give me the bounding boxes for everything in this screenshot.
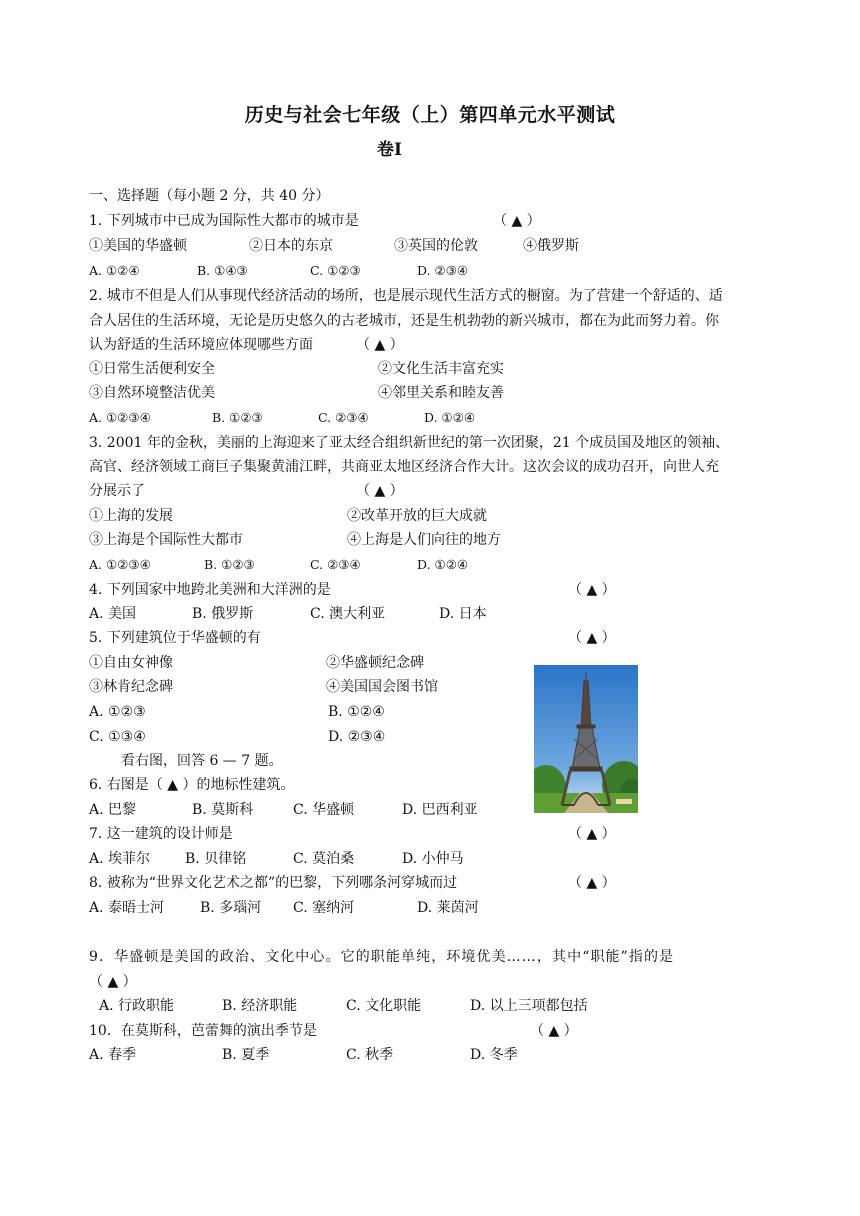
q3-choice-a: A. ①②③④ bbox=[89, 557, 151, 572]
q5-choice-b: B. ①②④ bbox=[328, 704, 385, 720]
q5-choice-d: D. ②③④ bbox=[328, 729, 386, 745]
q3-choice-b: B. ①②③ bbox=[204, 557, 255, 572]
q10-choice-d: D. 冬季 bbox=[470, 1047, 518, 1063]
q9-choice-d: D. 以上三项都包括 bbox=[470, 998, 588, 1014]
q10-choice-a: A. 春季 bbox=[89, 1047, 137, 1063]
q8-choice-d: D. 莱茵河 bbox=[417, 900, 479, 916]
question-3-stem-line-3: 分展示了 bbox=[89, 483, 145, 499]
answer-mark-q2: （ ▲ ） bbox=[356, 337, 404, 353]
answer-mark-q4: （ ▲ ） bbox=[568, 582, 616, 598]
answer-mark-q1: （ ▲ ） bbox=[493, 213, 541, 229]
q1-choice-b: B. ①④③ bbox=[197, 263, 248, 278]
q3-choice-d: D. ①②④ bbox=[417, 557, 469, 572]
question-9-stem: 9．华盛顿是美国的政治、文化中心。它的职能单纯，环境优美……，其中“职能”指的是 bbox=[89, 949, 675, 965]
question-10-stem: 10．在莫斯科，芭蕾舞的演出季节是 bbox=[89, 1023, 317, 1039]
page-title: 历史与社会七年级（上）第四单元水平测试 bbox=[244, 104, 616, 126]
q3-choice-c: C. ②③④ bbox=[310, 557, 361, 572]
q2-option-3: ③自然环境整洁优美 bbox=[89, 385, 215, 401]
q6-choice-a: A. 巴黎 bbox=[89, 802, 137, 818]
q7-choice-d: D. 小仲马 bbox=[402, 851, 464, 867]
q10-choice-b: B. 夏季 bbox=[222, 1047, 270, 1063]
q9-choice-a: A. 行政职能 bbox=[99, 998, 175, 1014]
q4-choice-a: A. 美国 bbox=[89, 606, 137, 622]
q7-choice-a: A. 埃菲尔 bbox=[89, 851, 151, 867]
q6-choice-c: C. 华盛顿 bbox=[293, 802, 355, 818]
answer-mark-q9: （ ▲ ） bbox=[89, 974, 137, 990]
answer-mark-q5: （ ▲ ） bbox=[568, 630, 616, 646]
q8-choice-b: B. 多瑙河 bbox=[200, 900, 262, 916]
q7-choice-c: C. 莫泊桑 bbox=[293, 851, 355, 867]
q6-choice-d: D. 巴西利亚 bbox=[402, 802, 478, 818]
q2-option-2: ②文化生活丰富充实 bbox=[378, 361, 504, 377]
q8-choice-c: C. 塞纳河 bbox=[293, 900, 355, 916]
q2-choice-d: D. ①②④ bbox=[424, 410, 476, 425]
q9-choice-c: C. 文化职能 bbox=[346, 998, 422, 1014]
q5-option-2: ②华盛顿纪念碑 bbox=[326, 655, 424, 671]
q5-option-4: ④美国国会图书馆 bbox=[326, 679, 438, 695]
question-6-stem: 6. 右图是（ ▲ ）的地标性建筑。 bbox=[89, 777, 295, 793]
question-5-stem: 5. 下列建筑位于华盛顿的有 bbox=[89, 630, 261, 646]
question-4-stem: 4. 下列国家中地跨北美洲和大洋洲的是 bbox=[89, 582, 331, 598]
q5-option-3: ③林肯纪念碑 bbox=[89, 679, 173, 695]
q5-option-1: ①自由女神像 bbox=[89, 655, 173, 671]
q1-choice-c: C. ①②③ bbox=[310, 263, 361, 278]
q4-choice-b: B. 俄罗斯 bbox=[192, 606, 254, 622]
q9-choice-b: B. 经济职能 bbox=[222, 998, 298, 1014]
q5-choice-a: A. ①②③ bbox=[89, 704, 146, 720]
q2-option-4: ④邻里关系和睦友善 bbox=[378, 385, 504, 401]
question-2-stem-line-3: 认为舒适的生活环境应体现哪些方面 bbox=[89, 337, 313, 353]
question-1-stem: 1. 下列城市中已成为国际性大都市的城市是 bbox=[89, 213, 359, 229]
q6-choice-b: B. 莫斯科 bbox=[192, 802, 254, 818]
answer-mark-q7: （ ▲ ） bbox=[568, 826, 616, 842]
answer-mark-q8: （ ▲ ） bbox=[568, 875, 616, 891]
q4-choice-c: C. 澳大利亚 bbox=[310, 606, 386, 622]
q2-choice-b: B. ①②③ bbox=[212, 410, 263, 425]
q1-option-3: ③英国的伦敦 bbox=[394, 238, 478, 254]
q3-option-2: ②改革开放的巨大成就 bbox=[347, 508, 487, 524]
question-8-stem: 8. 被称为“世界文化艺术之都”的巴黎，下列哪条河穿城而过 bbox=[89, 875, 458, 891]
q7-choice-b: B. 贝律铭 bbox=[185, 851, 247, 867]
q1-option-1: ①美国的华盛顿 bbox=[89, 238, 187, 254]
question-3-stem-line-2: 高官、经济领域工商巨子集聚黄浦江畔，共商亚太地区经济合作大计。这次会议的成功召开，向世人充 bbox=[89, 459, 719, 475]
q5-choice-c: C. ①③④ bbox=[89, 729, 146, 745]
q3-option-1: ①上海的发展 bbox=[89, 508, 173, 524]
q3-option-3: ③上海是个国际性大都市 bbox=[89, 532, 243, 548]
q1-choice-d: D. ②③④ bbox=[417, 263, 469, 278]
section-heading: 一、选择题（每小题 2 分，共 40 分） bbox=[89, 188, 330, 204]
answer-mark-q10: （ ▲ ） bbox=[530, 1023, 578, 1039]
q2-option-1: ①日常生活便利安全 bbox=[89, 361, 215, 377]
q10-choice-c: C. 秋季 bbox=[346, 1047, 394, 1063]
q2-choice-c: C. ②③④ bbox=[318, 410, 369, 425]
q3-option-4: ④上海是人们向往的地方 bbox=[347, 532, 501, 548]
volume-label: 卷Ⅰ bbox=[377, 140, 402, 160]
answer-mark-q3: （ ▲ ） bbox=[356, 483, 404, 499]
q4-choice-d: D. 日本 bbox=[439, 606, 487, 622]
question-3-stem-line-1: 3. 2001 年的金秋，美丽的上海迎来了亚太经合组织新世纪的第一次团聚，21 个成员国及地区的领袖、 bbox=[89, 435, 730, 451]
q1-option-2: ②日本的东京 bbox=[249, 238, 333, 254]
eiffel-tower-photo bbox=[534, 665, 638, 813]
figure-instruction: 看右图，回答 6 — 7 题。 bbox=[121, 753, 283, 769]
q1-choice-a: A. ①②④ bbox=[89, 263, 140, 278]
question-7-stem: 7. 这一建筑的设计师是 bbox=[89, 826, 233, 842]
question-2-stem-line-2: 合人居住的生活环境，无论是历史悠久的古老城市，还是生机勃勃的新兴城市，都在为此而努力着。你 bbox=[89, 313, 719, 329]
q8-choice-a: A. 泰晤士河 bbox=[89, 900, 165, 916]
q2-choice-a: A. ①②③④ bbox=[89, 410, 151, 425]
q1-option-4: ④俄罗斯 bbox=[523, 238, 579, 254]
question-2-stem-line-1: 2. 城市不但是人们从事现代经济活动的场所，也是展示现代生活方式的橱窗。为了营建一个舒适的、适 bbox=[89, 288, 723, 304]
